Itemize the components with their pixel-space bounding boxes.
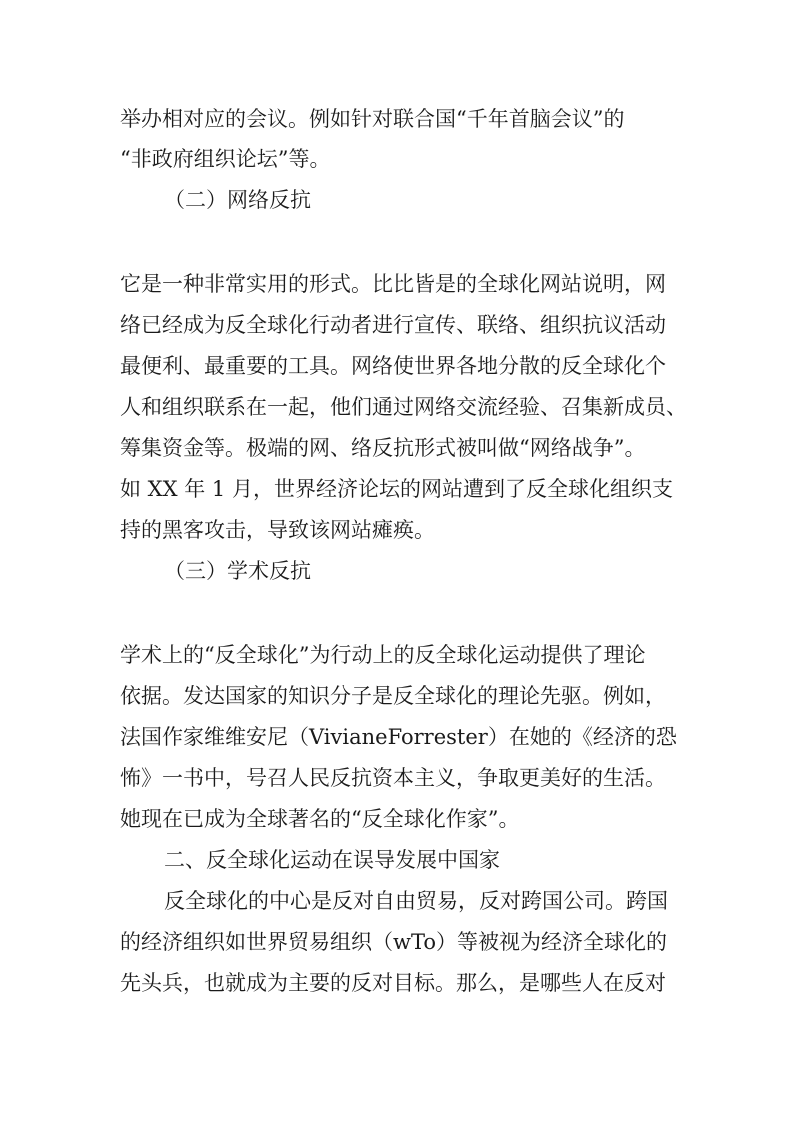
paragraph-line: 依据。发达国家的知识分子是反全球化的理论先驱。例如， bbox=[120, 684, 666, 708]
paragraph-line: 反全球化的中心是反对自由贸易，反对跨国公司。跨国 bbox=[164, 889, 668, 913]
section-heading-misleading-developing-countries: 二、反全球化运动在误导发展中国家 bbox=[164, 848, 500, 872]
paragraph-line: 人和组织联系在一起，他们通过网络交流经验、召集新成员、 bbox=[120, 395, 687, 419]
paragraph-line: 筹集资金等。极端的网、络反抗形式被叫做“网络战争”。 bbox=[120, 436, 646, 460]
section-heading-academic-resistance: （三）学术反抗 bbox=[164, 559, 311, 583]
paragraph-line: 法国作家维维安尼（VivianeForrester）在她的《经济的恐 bbox=[120, 725, 677, 749]
paragraph-line: 它是一种非常实用的形式。比比皆是的全球化网站说明，网 bbox=[120, 272, 666, 296]
paragraph-line: 先头兵，也就成为主要的反对目标。那么，是哪些人在反对 bbox=[120, 971, 666, 995]
paragraph-line: 络已经成为反全球化行动者进行宣传、联络、组织抗议活动 bbox=[120, 313, 666, 337]
paragraph-line: 学术上的“反全球化”为行动上的反全球化运动提供了理论 bbox=[120, 643, 646, 667]
paragraph-line: 的经济组织如世界贸易组织（wTo）等被视为经济全球化的 bbox=[120, 930, 667, 954]
paragraph-line: “非政府组织论坛”等。 bbox=[120, 147, 331, 171]
paragraph-line: 持的黑客攻击，导致该网站瘫痪。 bbox=[120, 518, 435, 542]
paragraph-line: 怖》一书中，号召人民反抗资本主义，争取更美好的生活。 bbox=[120, 766, 666, 790]
paragraph-line: 最便利、最重要的工具。网络使世界各地分散的反全球化个 bbox=[120, 354, 666, 378]
paragraph-line: 她现在已成为全球著名的“反全球化作家”。 bbox=[120, 807, 520, 831]
section-heading-network-resistance: （二）网络反抗 bbox=[164, 188, 311, 212]
paragraph-line: 举办相对应的会议。例如针对联合国“千年首脑会议”的 bbox=[120, 107, 625, 131]
paragraph-line: 如 XX 年 1 月，世界经济论坛的网站遭到了反全球化组织支 bbox=[120, 477, 673, 501]
